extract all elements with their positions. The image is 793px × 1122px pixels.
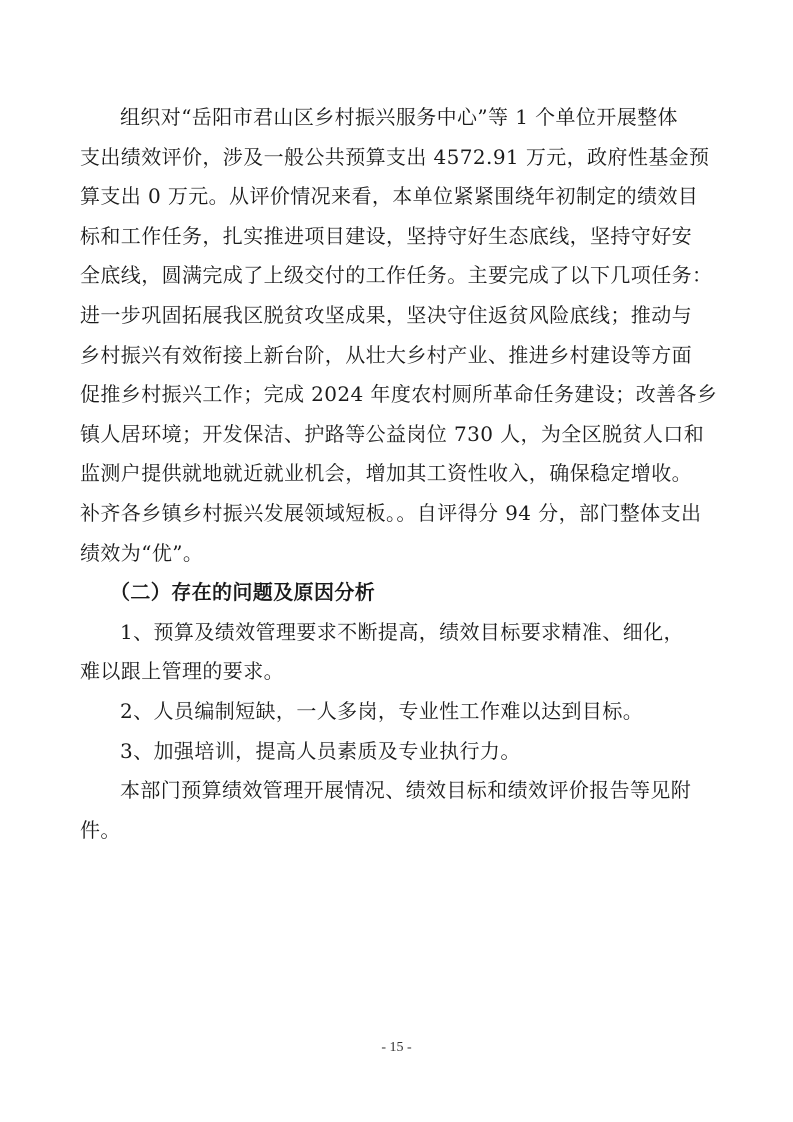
paragraph-line: 组织对“岳阳市君山区乡村振兴服务中心”等 1 个单位开展整体: [120, 105, 678, 129]
paragraph-line: 监测户提供就地就近就业机会，增加其工资性收入，确保稳定增收。: [80, 461, 692, 486]
page-number: - 15 -: [381, 1040, 412, 1055]
paragraph-line: 乡村振兴有效衔接上新台阶，从壮大乡村产业、推进乡村建设等方面: [80, 342, 692, 367]
paragraph-line: 支出绩效评价，涉及一般公共预算支出 4572.91 万元，政府性基金预: [80, 144, 710, 169]
paragraph-line: 镇人居环境；开发保洁、护路等公益岗位 730 人，为全区脱贫人口和: [80, 421, 705, 446]
closing-line: 本部门预算绩效管理开展情况、绩效目标和绩效评价报告等见附: [120, 778, 692, 803]
paragraph-line: 算支出 0 万元。从评价情况来看，本单位紧紧围绕年初制定的绩效目: [80, 184, 699, 209]
paragraph-line: 全底线，圆满完成了上级交付的工作任务。主要完成了以下几项任务：: [80, 263, 713, 288]
paragraph-line: 标和工作任务，扎实推进项目建设，坚持守好生态底线，坚持守好安: [80, 223, 692, 248]
paragraph-line: 进一步巩固拓展我区脱贫攻坚成果，坚决守住返贫风险底线；推动与: [80, 302, 692, 327]
closing-paragraph: [80, 771, 720, 850]
paragraph-line: 补齐各乡镇乡村振兴发展领域短板。。自评得分 94 分，部门整体支出: [80, 500, 702, 525]
section-heading: （二）存在的问题及原因分析: [110, 580, 376, 605]
issue-item-3: 3、加强培训，提高人员素质及专业执行力。: [120, 738, 521, 763]
issue-item-2: 2、人员编制短缺，一人多岗，专业性工作难以达到目标。: [120, 698, 644, 723]
page-body: [80, 98, 720, 850]
closing-line: 件。: [80, 817, 121, 842]
issue-line: 1、预算及绩效管理要求不断提高，绩效目标要求精准、细化，: [120, 619, 684, 644]
issue-line: 难以跟上管理的要求。: [80, 659, 284, 684]
paragraph-line: 促推乡村振兴工作；完成 2024 年度农村厕所革命任务建设；改善各乡: [80, 382, 718, 407]
issue-item-1: [80, 613, 720, 692]
performance-evaluation-paragraph: [80, 98, 720, 573]
paragraph-line: 绩效为“优”。: [80, 540, 204, 565]
